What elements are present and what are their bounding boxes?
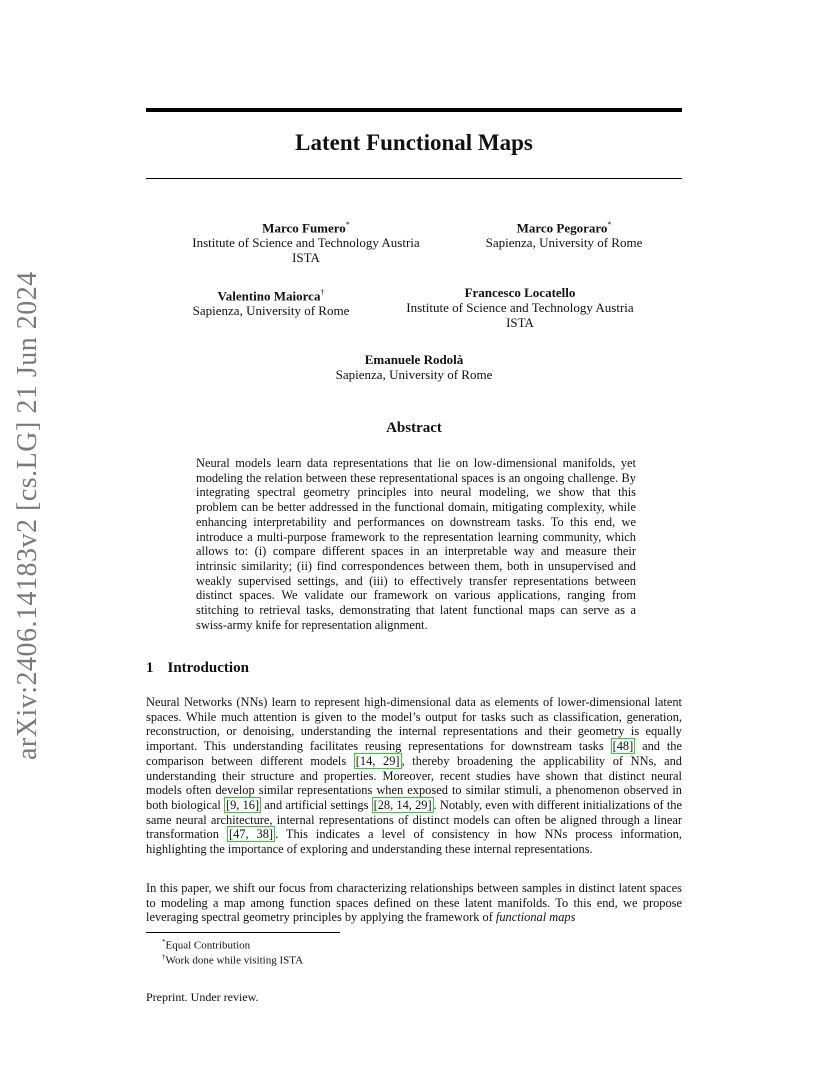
preprint-note: Preprint. Under review. [146,990,259,1004]
author-mark: * [345,220,350,229]
citation-link[interactable]: [14, 29] [355,753,400,768]
citation-link[interactable]: [48] [612,739,634,754]
intro-paragraph [146,881,682,925]
footnote-text: Equal Contribution [165,939,251,952]
paragraph-text: and artificial settings [261,797,372,812]
author-mark: † [320,288,325,297]
footnote-mark: * [162,938,166,946]
paragraph-text: Neural Networks (NNs) learn to represent high-dimensional data as elements of lower-dimensional latent spaces. While much attention is given to the model’s output for tasks such as classification, generation, reconstruction, or denoising, understanding the internal representations and their geometry is equally important. This understanding facilitates reusing representations for downstream tasks [146,695,682,754]
author-affiliation: Sapienza, University of Rome [485,235,643,251]
paragraph-text: and the comparison between different models [146,739,682,768]
author-name: Marco Fumero [262,220,346,236]
abstract-body: Neural models learn data representations that lie on low-dimensional manifolds, yet modeling the relation between these representational spaces is an ongoing challenge. By integrating spectral geometry principles into neural modeling, we show that this problem can be better addressed in the functional domain, mitigating complexity, while enhancing interpretability and performances on downstream tasks. To this end, we introduce a multi-purpose framework to the representation learning community, which allows to: (i) compare different spaces in an interpretable way and measure their intrinsic similarity; (ii) find correspondences between them, both in unsupervised and weakly supervised settings, and (iii) to effectively transfer representations between distinct spaces. We validate our framework on various applications, ranging from stitching to retrieval tasks, demonstrating that latent functional maps can serve as a swiss-army knife for representation alignment. [196,456,636,632]
author-affiliation: Institute of Science and Technology Austria [192,235,420,251]
emphasis-text: functional maps [495,910,576,925]
author-block [176,285,366,318]
author-mark: * [607,220,612,229]
author-affiliation: Sapienza, University of Rome [335,367,493,382]
footnote [162,951,303,968]
section-heading [146,660,249,677]
footnote-mark: † [162,953,166,961]
paragraph-text: In this paper, we shift our focus from characterizing relationships between samples in distinct latent spaces to modeling a map among function spaces defined on these latent manifolds. To this end, we propose leveraging spectral geometry principles by applying the framework of [146,881,682,925]
author-affiliation: ISTA [506,315,534,330]
section-title: Introduction [167,660,249,676]
author-name: Marco Pegoraro [516,220,608,236]
title-rule-top [146,108,682,112]
footnote-text: Work done while visiting ISTA [165,954,304,967]
author-affiliation: Sapienza, University of Rome [192,303,350,319]
author-block [314,352,514,382]
author-name: Emanuele Rodolà [364,352,464,367]
citation-link[interactable]: [47, 38] [228,827,274,842]
abstract-heading: Abstract [386,420,442,436]
title-rule-bottom [146,178,682,179]
section-number: 1 [146,660,154,676]
citation-link[interactable]: [28, 14, 29] [373,797,432,812]
footnote-rule [146,932,340,933]
paragraph-text: . Notably, even with different initializations of the same neural architecture, internal representations of distinct models can often be aligned through a linear transformation [146,797,683,842]
intro-paragraph [146,695,682,857]
paragraph-text: . This indicates a level of consistency in how NNs process information, highlighting the importance of exploring and understanding these internal representations. [146,827,682,857]
author-name: Francesco Locatello [464,285,576,300]
author-name: Valentino Maiorca [217,288,321,304]
author-affiliation: Institute of Science and Technology Austria [406,300,634,315]
author-block [176,217,436,265]
author-block [395,285,645,330]
author-affiliation: ISTA [292,250,320,266]
paper-title: Latent Functional Maps [295,130,533,155]
paragraph-text: , thereby broadening the applicability of NNs, and understanding their structure and properties. Moreover, recent studies have shown that distinct neural models often develop similar representations when exposed to similar stimuli, a phenomenon observed in both biological [146,753,683,812]
citation-link[interactable]: [9, 16] [225,797,260,812]
arxiv-stamp: arXiv:2406.14183v2 [cs.LG] 21 Jun 2024 [12,271,43,760]
author-block [464,217,664,250]
